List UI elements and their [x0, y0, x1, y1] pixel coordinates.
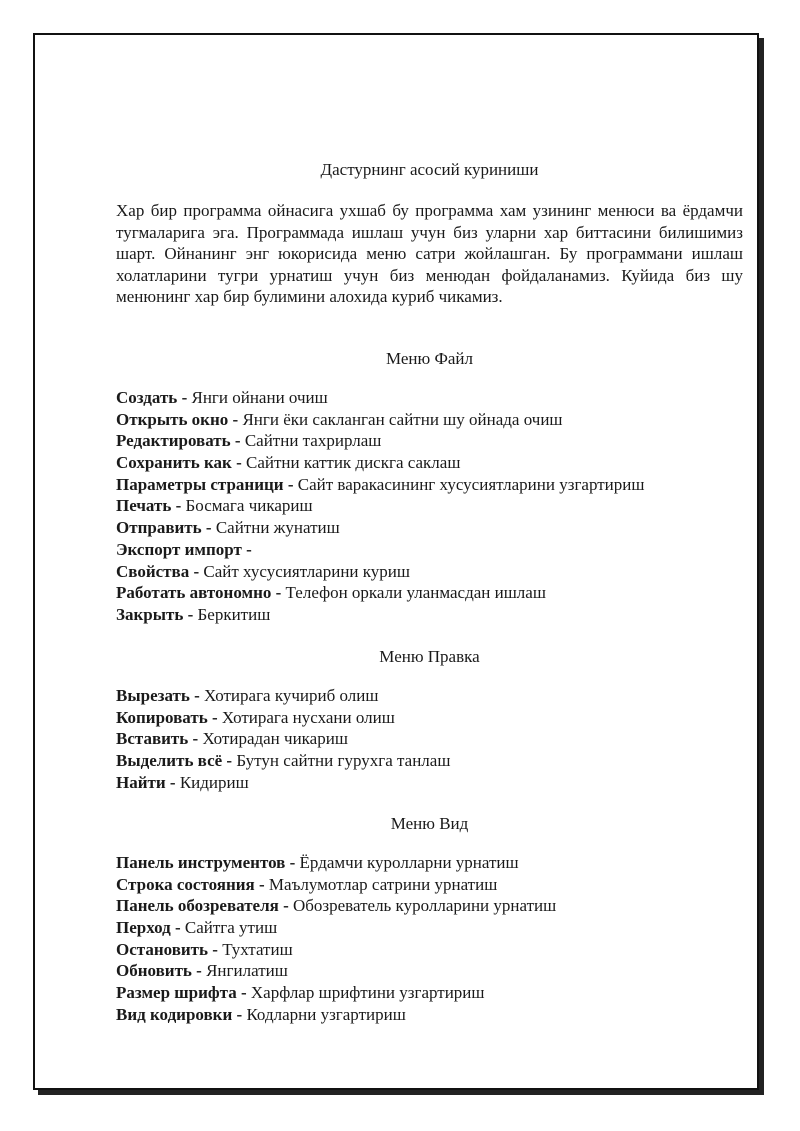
menu-entry-term: Копировать: [116, 707, 208, 727]
menu-entry: [116, 750, 743, 772]
section-title-edit: Меню Правка: [379, 647, 480, 666]
menu-entry: [116, 604, 743, 626]
menu-entry: [116, 495, 743, 517]
menu-entry-dash: -: [171, 496, 186, 516]
menu-entry: [116, 387, 743, 409]
menu-entry: [116, 895, 743, 917]
menu-entry-description: Босмага чикариш: [185, 496, 313, 516]
menu-entry-dash: -: [222, 751, 237, 771]
menu-entry-description: Телефон оркали уланмасдан ишлаш: [285, 583, 546, 603]
menu-entry-term: Остановить: [116, 939, 209, 959]
menu-entry-dash: -: [285, 853, 300, 872]
menu-entry: [116, 917, 743, 939]
menu-entry-dash: -: [254, 874, 269, 894]
menu-entry: [116, 707, 743, 729]
page-frame: [33, 33, 759, 1090]
menu-entry-term: Панель обозревателя: [116, 896, 279, 916]
menu-entry-description: Кидириш: [179, 772, 249, 792]
menu-entry: [116, 685, 743, 707]
menu-entry-description: Маълумотлар сатрини урнатиш: [268, 874, 498, 894]
menu-entry-dash: -: [236, 983, 251, 1003]
menu-entry-term: Параметры страници: [116, 474, 284, 494]
menu-entry: [116, 772, 743, 794]
menu-entry: [116, 582, 743, 604]
menu-entry: [116, 409, 743, 431]
menu-entry-description: Сайт варакасининг хусусиятларини узгартириш: [297, 474, 645, 494]
menu-entry-term: Печать: [116, 496, 172, 516]
menu-entry-description: Сайт хусусиятларини куриш: [203, 561, 410, 581]
menu-entry-term: Создать: [116, 388, 178, 407]
menu-entry: [116, 728, 743, 750]
menu-entry: [116, 1004, 743, 1026]
menu-entry-dash: -: [188, 729, 203, 749]
menu-entry-term: Закрыть: [116, 604, 184, 624]
menu-entry: [116, 452, 743, 474]
menu-entry: [116, 517, 743, 539]
menu-entry: [116, 539, 743, 561]
menu-entry: [116, 960, 743, 982]
menu-entry-term: Экспорт импорт: [116, 539, 242, 559]
menu-entry-description: Хотирадан чикариш: [202, 729, 348, 749]
section-title-file: Меню Файл: [385, 349, 474, 368]
menu-entry-term: Вырезать: [116, 686, 190, 705]
menu-entry-term: Найти: [116, 772, 166, 792]
menu-entry-term: Открыть окно: [116, 409, 229, 429]
menu-entry-term: Работать автономно: [116, 583, 272, 603]
menu-entry-dash: -: [189, 686, 205, 705]
menu-entry-description: Сайтни каттик дискга саклаш: [246, 453, 461, 473]
menu-entry-term: Свойства: [116, 561, 190, 581]
menu-entry-term: Редактировать: [116, 431, 231, 451]
intro-paragraph: Хар бир программа ойнасига ухшаб бу программа хам узининг менюси ва ёрдамчи тугмаларига эга. Программада ишлаш учун биз уларни хар биттасини билишимиз шарт. Ойнанинг энг юкорисида меню сатри жойлашган. Бу программани ишлаш холатларини тугри урнатиш учун биз менюдан фойдаланамиз. Куйида биз шу менюнинг хар бир булимини алохида куриб чикамиз.: [116, 201, 743, 307]
menu-entry-description: Бутун сайтни гурухга танлаш: [236, 751, 451, 771]
menu-entry-description: Хотирага кучириб олиш: [204, 686, 379, 705]
file-menu-list: [116, 387, 743, 626]
menu-entry-description: Янги ёки сакланган сайтни шу ойнада очиш: [242, 409, 563, 429]
menu-entry-description: Хотирага нусхани олиш: [221, 707, 395, 727]
menu-entry-description: Сайтга утиш: [184, 918, 278, 938]
menu-entry-description: Сайтни тахрирлаш: [244, 431, 382, 451]
menu-entry-dash: -: [207, 707, 222, 727]
menu-entry-term: Сохранить как: [116, 453, 232, 473]
menu-entry-description: Янгилатиш: [206, 961, 288, 981]
menu-entry-dash: -: [208, 939, 223, 959]
menu-entry-description: Кодларни узгартириш: [246, 1004, 406, 1024]
menu-entry-term: Размер шрифта: [116, 983, 237, 1003]
menu-entry-dash: -: [271, 583, 286, 603]
menu-entry-dash: -: [231, 453, 246, 473]
menu-entry-term: Панель инструментов: [116, 853, 286, 872]
section-title-view: Меню Вид: [390, 814, 469, 833]
menu-entry-description: Беркитиш: [197, 604, 271, 624]
menu-entry: [116, 982, 743, 1004]
menu-entry-dash: -: [189, 561, 204, 581]
menu-entry-term: Вставить: [116, 729, 189, 749]
menu-entry-term: Отправить: [116, 518, 202, 538]
menu-entry: [116, 474, 743, 496]
menu-entry: [116, 939, 743, 961]
menu-entry-dash: -: [283, 474, 298, 494]
edit-menu-list: [116, 685, 743, 793]
menu-entry-term: Выделить всё: [116, 751, 223, 771]
menu-entry-description: Харфлар шрифтини узгартириш: [250, 983, 485, 1003]
menu-entry-dash: -: [177, 388, 192, 407]
menu-entry-dash: -: [191, 961, 207, 981]
menu-entry-description: Сайтни жунатиш: [215, 518, 340, 538]
menu-entry-dash: -: [165, 772, 180, 792]
menu-entry: [116, 561, 743, 583]
menu-entry-dash: -: [241, 539, 252, 559]
menu-entry-dash: -: [170, 918, 185, 938]
menu-entry-term: Вид кодировки: [116, 1004, 233, 1024]
menu-entry-description: Янги ойнани очиш: [191, 388, 328, 407]
menu-entry-description: Тухтатиш: [222, 939, 293, 959]
menu-entry: [116, 430, 743, 452]
menu-entry-dash: -: [278, 896, 293, 916]
menu-entry-description: Ёрдамчи куролларни урнатиш: [299, 853, 519, 872]
menu-entry-term: Перход: [116, 918, 171, 938]
view-menu-list: [116, 852, 743, 1026]
menu-entry: [116, 852, 743, 874]
menu-entry-term: Обновить: [116, 961, 192, 981]
menu-entry: [116, 874, 743, 896]
document-title: Дастурнинг асосий куриниши: [320, 160, 539, 179]
menu-entry-dash: -: [232, 1004, 247, 1024]
menu-entry-dash: -: [183, 604, 198, 624]
menu-entry-dash: -: [230, 431, 245, 451]
menu-entry-term: Строка состояния: [116, 874, 255, 894]
menu-entry-dash: -: [228, 409, 243, 429]
menu-entry-description: Обозреватель куролларини урнатиш: [293, 896, 557, 916]
menu-entry-dash: -: [201, 518, 216, 538]
